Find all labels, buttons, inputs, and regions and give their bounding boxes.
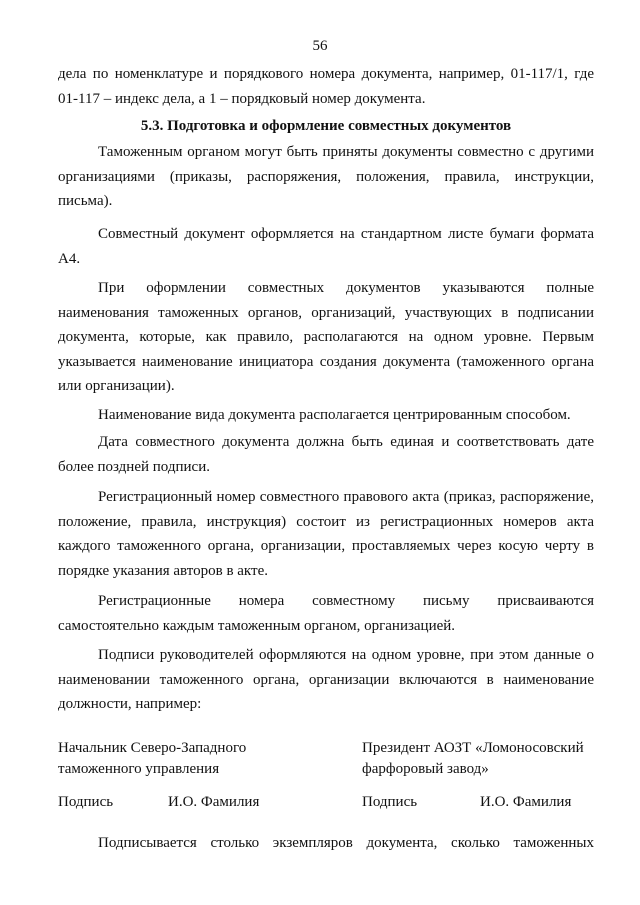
paragraph-7: Регистрационные номера совместному письму присваиваются самостоятельно каждым таможенным органом, организацией. [58,593,594,634]
paragraph-2: Совместный документ оформляется на стандартном листе бумаги формата А4. [58,226,594,267]
paragraph-3: При оформлении совместных документов указываются полные наименования таможенных органов, организаций, участвующих в подписании документа, которые, как правило, располагаются на одном уровне. Первым указывается наименование инициатора создания документа (таможенного органа или организации). [58,280,594,394]
signature-right-position-line2: фарфоровый завод» [362,761,489,777]
paragraph-5-wrap [58,430,594,479]
body-text [58,140,594,214]
paragraph-4: Наименование вида документа располагается центрированным способом. [98,407,571,423]
paragraph-8-wrap [58,643,594,717]
signature-left-position [58,738,246,780]
signature-left-name: И.О. Фамилия [168,794,260,810]
paragraph-3-wrap [58,276,594,399]
intro-line-1: дела по номенклатуре и порядкового номера документа, например, 01-117/1, где [58,66,594,82]
section-heading: 5.3. Подготовка и оформление совместных документов [140,118,512,134]
final-text [58,831,594,856]
signature-right-sign: Подпись [362,794,418,810]
paragraph-6-wrap [58,485,594,583]
paragraph-2-wrap [58,222,594,271]
final-line: Подписывается столько экземпляров документа, сколько таможенных [98,835,594,851]
page-number: 56 [312,38,328,54]
signature-left-sign: Подпись [58,794,114,810]
intro-text [58,62,594,111]
paragraph-7-wrap [58,589,594,638]
paragraph-1: Таможенным органом могут быть приняты документы совместно с другими организациями (приказы, распоряжения, положения, правила, инструкции, письма). [58,144,594,209]
intro-line-2: 01-117 – индекс дела, а 1 – порядковый номер документа. [58,90,426,107]
signature-left-position-line2: таможенного управления [58,761,220,777]
paragraph-6: Регистрационный номер совместного правового акта (приказ, распоряжение, положение, правила, инструкция) состоит из регистрационных номеров акта каждого таможенного органа, организации, проставляемых через косую черту в порядке указания авторов в акте. [58,489,594,579]
paragraph-4-wrap [58,403,594,428]
paragraph-5: Дата совместного документа должна быть единая и соответствовать дате более поздней подписи. [58,434,594,475]
paragraph-8: Подписи руководителей оформляются на одном уровне, при этом данные о наименовании таможенного органа, организации включаются в наименование должности, например: [58,647,594,712]
signature-right-position-line1: Президент АОЗТ «Ломоносовский [362,740,584,756]
signature-right-position [362,738,584,780]
signature-left-position-line1: Начальник Северо-Западного [58,740,247,756]
signature-right-name: И.О. Фамилия [480,794,572,810]
